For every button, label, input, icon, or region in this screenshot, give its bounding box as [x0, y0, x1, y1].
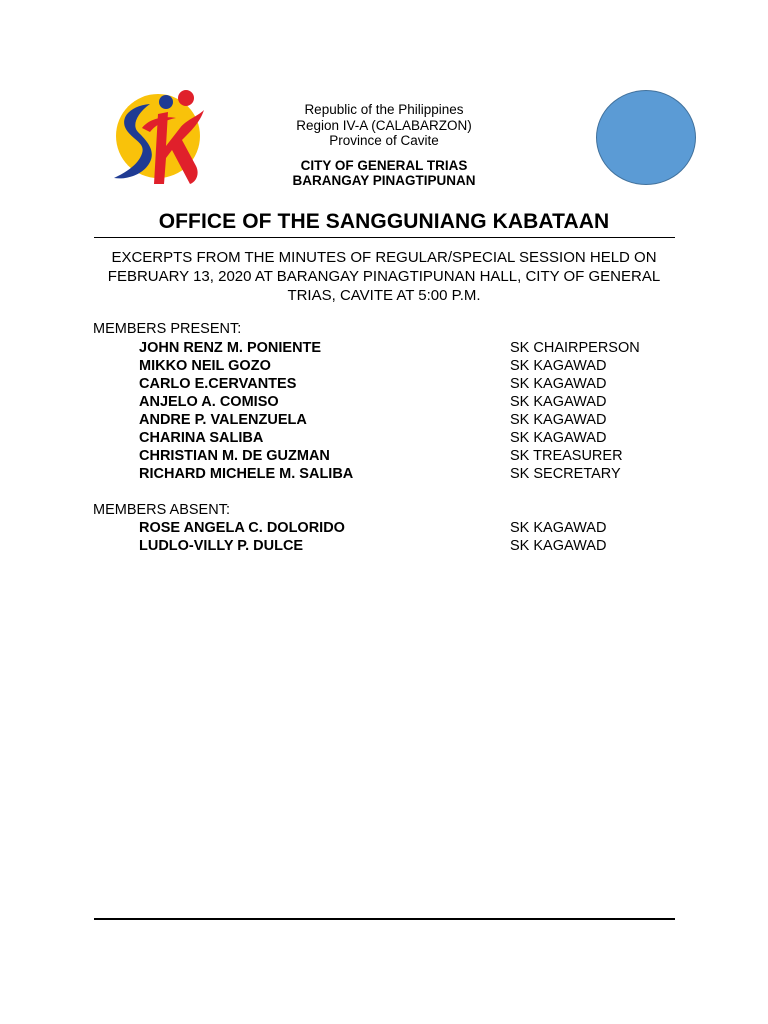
province-line: Province of Cavite: [329, 133, 439, 148]
member-name: LUDLO-VILLY P. DULCE: [139, 538, 304, 554]
member-position: SK KAGAWAD: [510, 520, 607, 536]
member-name: ROSE ANGELA C. DOLORIDO: [139, 520, 345, 536]
member-name: CHRISTIAN M. DE GUZMAN: [139, 448, 330, 464]
barangay-line: BARANGAY PINAGTIPUNAN: [292, 173, 476, 188]
member-row: [139, 537, 679, 555]
member-position: SK KAGAWAD: [510, 538, 607, 554]
session-excerpt: EXCERPTS FROM THE MINUTES OF REGULAR/SPECIAL SESSION HELD ON FEBRUARY 13, 2020 AT BARANGAY PINAGTIPUNAN HALL, CITY OF GENERAL TRIAS, CAVITE AT 5:00 P.M.: [107, 249, 661, 304]
member-position: SK KAGAWAD: [510, 394, 607, 410]
member-row: [139, 465, 679, 483]
members-absent-label: MEMBERS ABSENT:: [93, 502, 230, 518]
member-position: SK KAGAWAD: [510, 430, 607, 446]
member-name: RICHARD MICHELE M. SALIBA: [139, 466, 354, 482]
member-position: SK TREASURER: [510, 448, 623, 464]
member-row: [139, 411, 679, 429]
member-name: ANJELO A. COMISO: [139, 394, 279, 410]
sk-logo-icon: [106, 88, 206, 188]
region-line: Region IV-A (CALABARZON): [296, 117, 472, 133]
footer-divider: [94, 918, 675, 920]
member-name: CARLO E.CERVANTES: [139, 376, 297, 392]
member-position: SK SECRETARY: [510, 466, 621, 482]
member-position: SK KAGAWAD: [510, 358, 607, 374]
member-row: [139, 519, 679, 537]
member-row: [139, 357, 679, 375]
member-row: [139, 393, 679, 411]
barangay-seal-placeholder: [596, 90, 696, 185]
letterhead: [234, 102, 534, 189]
member-name: MIKKO NEIL GOZO: [139, 358, 271, 374]
members-present-label: MEMBERS PRESENT:: [93, 321, 242, 337]
member-position: SK KAGAWAD: [510, 376, 607, 392]
member-position: SK KAGAWAD: [510, 412, 607, 428]
member-name: ANDRE P. VALENZUELA: [139, 412, 307, 428]
city-line: CITY OF GENERAL TRIAS: [300, 157, 468, 173]
office-title: OFFICE OF THE SANGGUNIANG KABATAAN: [158, 210, 610, 233]
member-position: SK CHAIRPERSON: [510, 340, 640, 356]
member-row: [139, 339, 679, 357]
member-name: CHARINA SALIBA: [139, 430, 264, 446]
member-row: [139, 429, 679, 447]
member-row: [139, 447, 679, 465]
republic-line: Republic of the Philippines: [304, 102, 464, 117]
member-name: JOHN RENZ M. PONIENTE: [139, 340, 322, 356]
members-absent-list: [139, 519, 679, 555]
members-present-list: [139, 339, 679, 483]
title-divider: [94, 237, 675, 238]
member-row: [139, 375, 679, 393]
